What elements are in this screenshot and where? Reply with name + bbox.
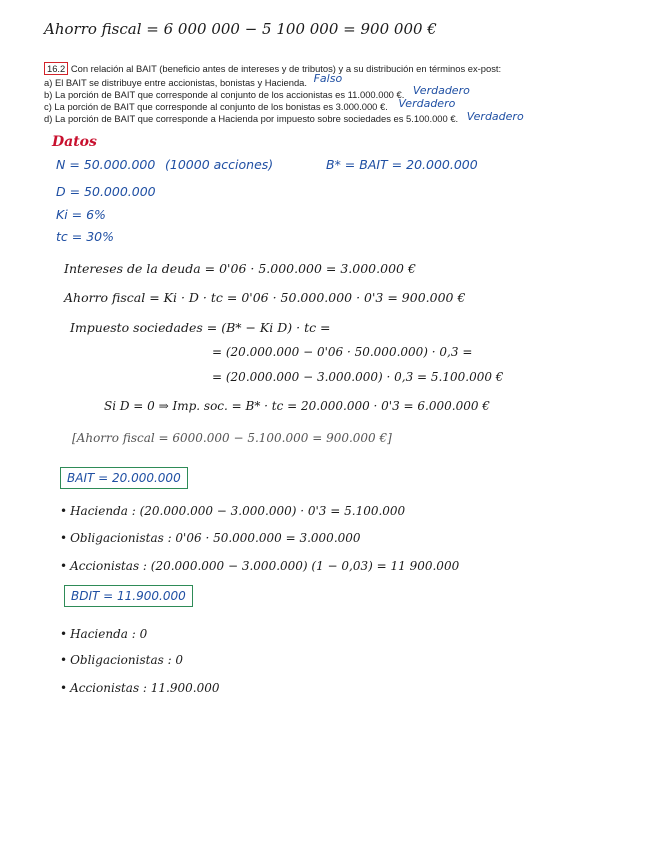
question-option-d: [44, 112, 524, 125]
calc-impuesto-1: Impuesto sociedades = (B* − Ki D) · tc =: [70, 320, 331, 335]
bdit-item-hacienda: • Hacienda : 0: [60, 627, 147, 641]
datos-ki: Ki = 6%: [56, 207, 106, 222]
question-intro-row: [44, 63, 501, 74]
datos-tc: tc = 30%: [56, 229, 114, 244]
calc-intereses: Intereses de la deuda = 0'06 · 5.000.000 = 3.000.000 €: [64, 261, 416, 276]
option-text: a) El BAIT se distribuye entre accionistas, bonistas y Hacienda.: [44, 77, 307, 88]
bdit-item-obligacionistas: • Obligacionistas : 0: [60, 653, 183, 667]
option-text: b) La porción de BAIT que corresponde al conjunto de los accionistas es 11.000.000 €.: [44, 89, 405, 100]
question-number: 16.2: [44, 62, 68, 75]
calc-impuesto-2: = (20.000.000 − 0'06 · 50.000.000) · 0,3 =: [212, 345, 473, 359]
bait-item-accionistas: • Accionistas : (20.000.000 − 3.000.000) (1 − 0,03) = 11 900.000: [60, 559, 459, 573]
verdict-c: Verdadero: [398, 97, 456, 110]
option-text: c) La porción de BAIT que corresponde al conjunto de los bonistas es 3.000.000 €.: [44, 101, 388, 112]
question-intro: Con relación al BAIT (beneficio antes de intereses y de tributos) y a su distribución en términos ex-post:: [70, 63, 502, 74]
datos-bait: B* = BAIT = 20.000.000: [326, 157, 478, 172]
calc-si-d0: Si D = 0 ⇒ Imp. soc. = B* · tc = 20.000.000 · 0'3 = 6.000.000 €: [104, 399, 490, 413]
verdict-a: Falso: [313, 72, 343, 85]
calc-ahorro-bracket: [Ahorro fiscal = 6000.000 − 5.100.000 = 900.000 €]: [72, 431, 392, 445]
datos-title: Datos: [52, 134, 97, 150]
datos-acciones: (10000 acciones): [165, 157, 274, 172]
calc-ahorro: Ahorro fiscal = Ki · D · tc = 0'06 · 50.000.000 · 0'3 = 900.000 €: [64, 290, 466, 305]
verdict-b: Verdadero: [412, 84, 470, 97]
verdict-d: Verdadero: [466, 110, 524, 123]
datos-d: D = 50.000.000: [56, 184, 156, 199]
ahorro-fiscal-header: Ahorro fiscal = 6 000 000 − 5 100 000 = 900 000 €: [44, 20, 437, 38]
bait-box: BAIT = 20.000.000: [60, 467, 188, 489]
bait-item-obligacionistas: • Obligacionistas : 0'06 · 50.000.000 = 3.000.000: [60, 531, 361, 545]
calc-impuesto-3: = (20.000.000 − 3.000.000) · 0,3 = 5.100.000 €: [212, 370, 504, 384]
datos-n: N = 50.000.000: [56, 157, 156, 172]
bdit-item-accionistas: • Accionistas : 11.900.000: [60, 681, 220, 695]
option-text: d) La porción de BAIT que corresponde a Hacienda por impuesto sobre sociedades es 5.100.000 €.: [44, 113, 459, 124]
bait-item-hacienda: • Hacienda : (20.000.000 − 3.000.000) · 0'3 = 5.100.000: [60, 504, 405, 518]
bdit-box: BDIT = 11.900.000: [64, 585, 193, 607]
